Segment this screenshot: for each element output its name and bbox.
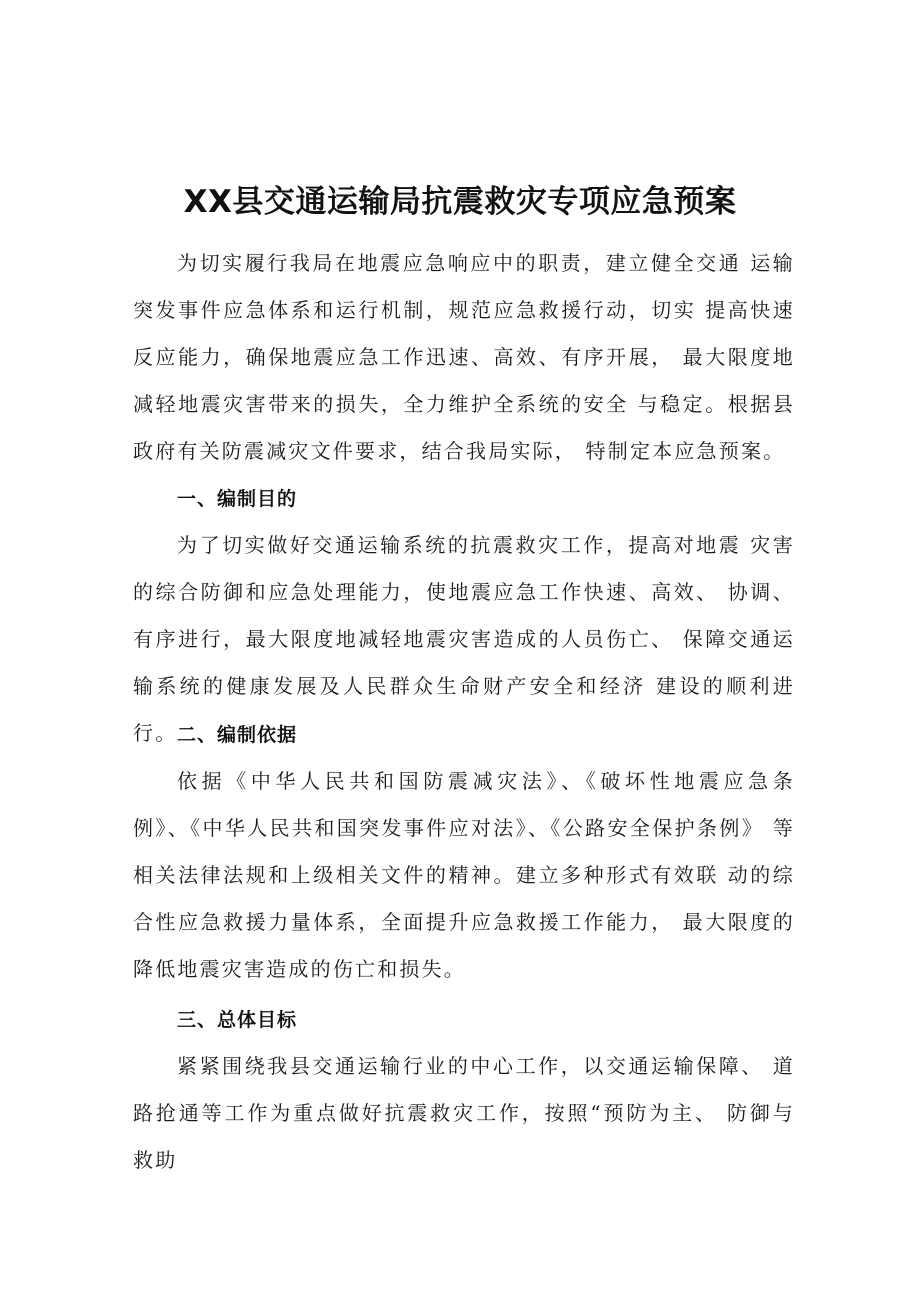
document-title: XX县交通运输局抗震救灾专项应急预案	[183, 184, 737, 220]
section-heading-purpose: 一、编制目的	[177, 488, 298, 510]
section-body-basis: 依据《中华人民共和国防震减灾法》、《破坏性地震应急条 例》、《中华人民共和国突发事件应对法》、《公路安全保护条例》 等相关法律法规和上级相关文件的精神。建立多种形式有效联 动的综合性应急救援力量体系，全面提升应急救援工作能力， 最大限度的降低地震灾害造成的伤亡和损失。	[133, 769, 795, 981]
section-body-purpose: 为了切实做好交通运输系统的抗震救灾工作，提高对地震 灾害的综合防御和应急处理能力，使地震应急工作快速、高效、 协调、有序进行，最大限度地减轻地震灾害造成的人员伤亡、 保障交通运输系统的健康发展及人民群众生命财产安全和经济 建设的顺利进行。	[133, 533, 795, 745]
section-heading-goals: 三、总体目标	[177, 1009, 298, 1031]
section-heading-basis: 二、编制依据	[177, 724, 298, 746]
intro-paragraph: 为切实履行我局在地震应急响应中的职责，建立健全交通 运输突发事件应急体系和运行机制，规范应急救援行动，切实 提高快速反应能力，确保地震应急工作迅速、高效、有序开展， 最大限度地减轻地震灾害带来的损失，全力维护全系统的安全 与稳定。根据县政府有关防震减灾文件要求，结合我局实际， 特制定本应急预案。	[133, 251, 795, 463]
section-body-goals: 紧紧围绕我县交通运输行业的中心工作，以交通运输保障、 道路抢通等工作为重点做好抗震救灾工作，按照“预防为主、 防御与救助	[133, 1054, 795, 1172]
